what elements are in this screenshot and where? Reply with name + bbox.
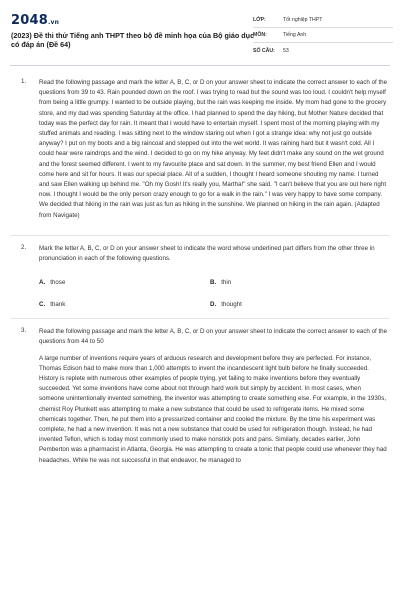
- meta-row-class: [253, 13, 393, 28]
- page-header: [0, 0, 400, 62]
- option-a[interactable]: [39, 279, 210, 286]
- exam-meta-table: [253, 13, 393, 58]
- option-letter: C.: [39, 301, 46, 309]
- answer-options: [39, 279, 388, 308]
- header-divider: [10, 65, 390, 66]
- meta-value: Tiếng Anh: [283, 32, 307, 38]
- question-text: Mark the letter A, B, C, or D on your answer sheet to indicate the word whose underlined part differs from the other three in pronunciation in each of the following questions.: [39, 244, 375, 263]
- option-text: those: [50, 279, 66, 287]
- question-number: 1.: [21, 78, 27, 85]
- meta-row-count: [253, 43, 393, 58]
- question-text: Read the following passage and mark the letter A, B, C, or D on your answer sheet to indicate the correct answer to each of the questions from 44 to 50: [39, 328, 388, 346]
- option-text: thought: [221, 301, 242, 309]
- option-letter: B.: [210, 279, 217, 287]
- question-item: [0, 78, 400, 221]
- reading-passage: A large number of inventions require years of arduous research and development before they are perfected. For instance, Thomas Edison had to make more than 1,000 attempts to invent the incandescent light bulb before he finally succeeded. History is replete with numerous other examples of people trying, yet failing to make inventions before they eventually succeeded. Yet some inventions have come about not through hard work but simply by accident. In most cases, when someone unintentionally invented something, the inventor was attempting to create something else. For example, in the 1930s, chemist Roy Plunkett was attempting to make a new substance that could be used to refrigerate items. He mixed some chemicals together. Then, he put them into a pressurized container and cooled the mixture. By the time his experiment was complete, he had a new invention. It was not a new substance that could be used for refrigeration though. Instead, he had invented Teflon, which is today most commonly used to make nonstick pots and pans. Similarly, decades earlier, John Pemberton was a pharmacist in Atlanta, Georgia. He was attempting to create a tonic that people could use whenever they had headaches. While he was not successful in that endeavor, he managed to: [39, 354, 387, 464]
- option-text: thin: [221, 279, 232, 287]
- question-item: [0, 244, 400, 308]
- option-text: thank: [50, 301, 66, 309]
- logo-main: 2048: [11, 13, 48, 28]
- meta-row-subject: [253, 28, 393, 43]
- question-number: 2.: [21, 243, 27, 251]
- option-letter: A.: [39, 279, 46, 287]
- option-d[interactable]: [210, 301, 381, 308]
- meta-key: LỚP:: [253, 17, 266, 23]
- option-b[interactable]: [210, 279, 381, 286]
- question-list: [0, 78, 400, 466]
- meta-key: MÔN:: [253, 32, 267, 38]
- exam-title: (2023) Đề thi thử Tiếng anh THPT theo bộ đề minh họa của Bộ giáo dục có đáp án (Đề 64): [11, 31, 255, 49]
- meta-key: SỐ CÂU:: [253, 47, 275, 54]
- question-text: Read the following passage and mark the letter A, B, C, or D on your answer sheet to indicate the correct answer to each of the questions from 39 to 43. Rain pounded down on the roof. I was trying to read but the sound was too loud. I couldn't help myself from being a little grumpy. I wanted to be outside playing, but the rain was keeping me inside. My mom had gone to the grocery store, and my dad was spending Saturday at the office. I had planned to spend the day hiking, but Mother Nature decided that today was the perfect day for rain. It meant that I would have to entertain myself. I spent most of the morning playing with my stuffed animals and reading. I was sitting next to the window staring out when I got a strange idea: why not just go outside anyway? I put on my boots and a big raincoat and stepped out into the wet world. It was raining hard but it wasn't cold. All I could hear were raindrops and the wind. I decided to go on my hike anyway. My feet didn't make any sound on the wet ground and the forest seemed different. I went to my favourite place and sat down. In the summer, my best friend Ellen and I would come here and sit for hours. It was our special place. All of a sudden, I thought I heard someone shouting my name. I turned and saw Ellen walking up behind me. "Oh my Gosh! It's really you, Martha!" she said. "I can't believe that you are out here right now. I thought I would be the only person crazy enough to go for a walk in the rain." I was very happy to have some company. We decided that hiking in the rain was just as fun as hiking in the sunshine. We planned on hiking in the rain again. (Adapted from Navigate): [39, 79, 388, 219]
- question-number: 3.: [21, 327, 27, 335]
- question-item: [0, 327, 400, 466]
- option-c[interactable]: [39, 301, 210, 308]
- meta-value: 53: [283, 47, 289, 54]
- option-letter: D.: [210, 301, 217, 309]
- logo-suffix: .vn: [47, 19, 60, 26]
- meta-value: Tốt nghiệp THPT: [283, 17, 323, 23]
